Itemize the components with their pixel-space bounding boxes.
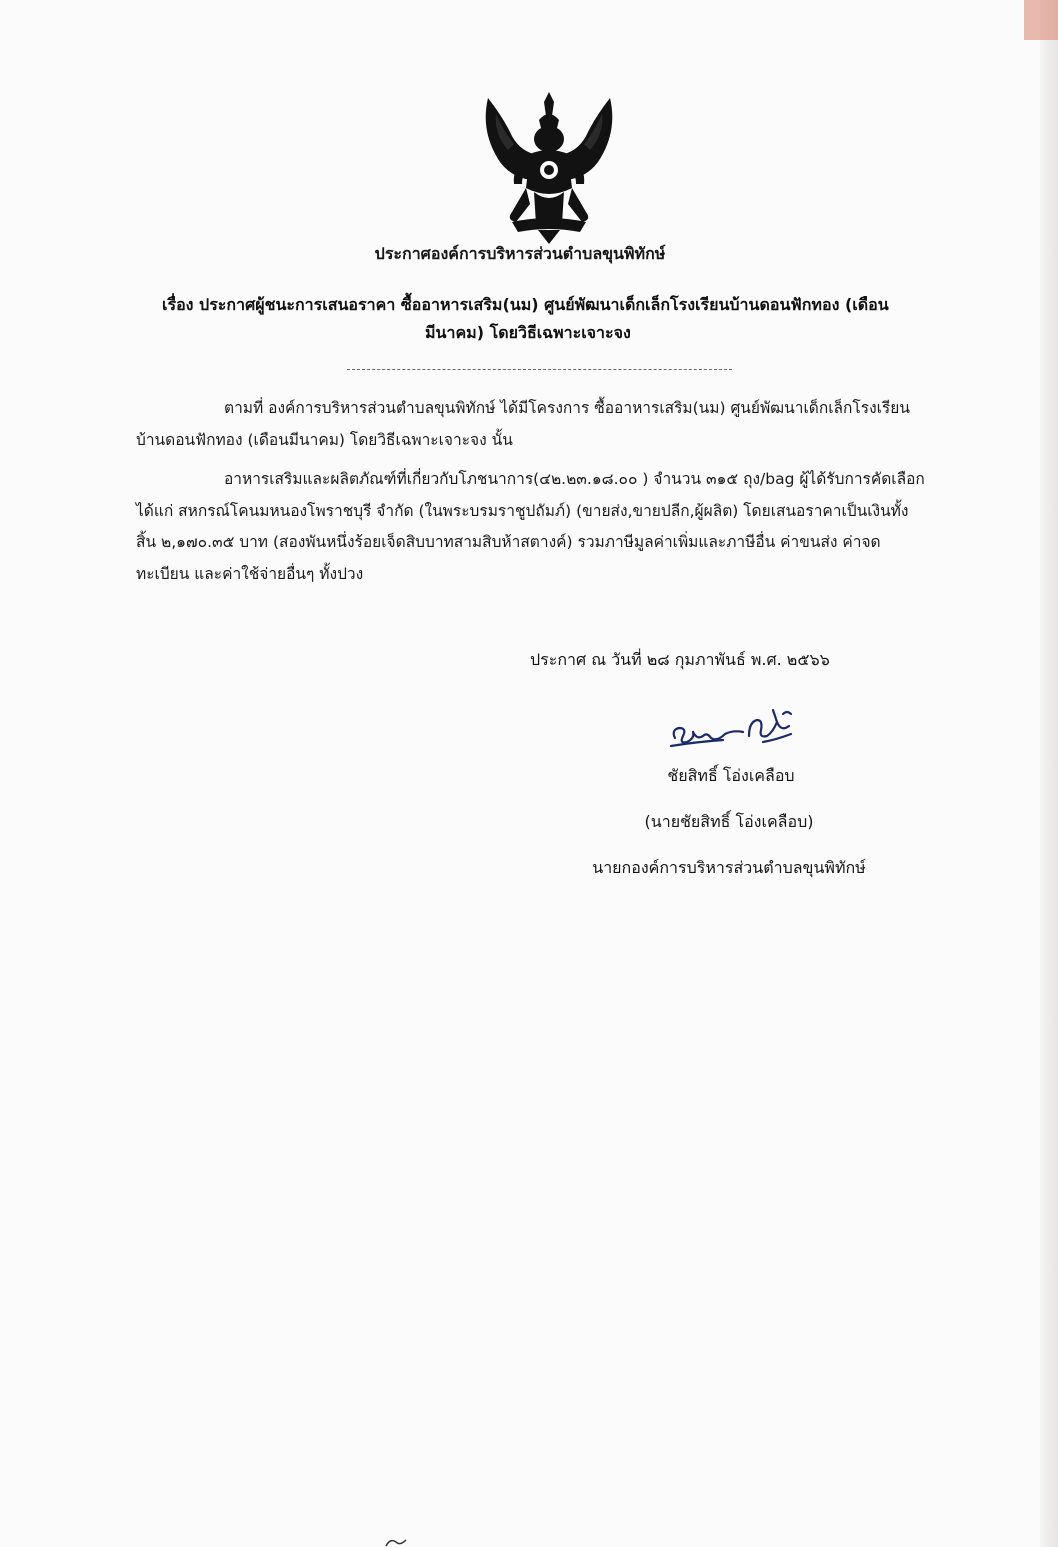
- separator-line: [347, 369, 732, 370]
- announcement-date: ประกาศ ณ วันที่ ๒๘ กุมภาพันธ์ พ.ศ. ๒๕๖๖: [530, 650, 830, 669]
- signer-name: ชัยสิทธิ์ โอ่งเคลือบ: [667, 766, 795, 785]
- body-paragraph-1: ตามที่ องค์การบริหารส่วนตำบลขุนพิทักษ์ ได้มีโครงการ ซื้ออาหารเสริม(นม) ศูนย์พัฒนาเด็กเล็กโรงเรียนบ้านดอนฟักทอง (เดือนมีนาคม) โดยวิธีเฉพาะเจาะจง นั้น: [136, 399, 910, 449]
- signer-full-name: (นายชัยสิทธิ์ โอ่งเคลือบ): [644, 812, 814, 831]
- body-paragraph-2: อาหารเสริมและผลิตภัณฑ์ที่เกี่ยวกับโภชนาการ(๔๒.๒๓.๑๘.๐๐ ) จำนวน ๓๑๕ ถุง/bag ผู้ได้รับการคัดเลือก ได้แก่ สหกรณ์โคนมหนองโพราชบุรี จำกัด (ในพระบรมราชูปถัมภ์) (ขายส่ง,ขายปลีก,ผู้ผลิต) โดยเสนอราคาเป็นเงินทั้งสิ้น ๒,๑๗๐.๓๕ บาท (สองพันหนึ่งร้อยเจ็ดสิบบาทสามสิบห้าสตางค์) รวมภาษีมูลค่าเพิ่มและภาษีอื่น ค่าขนส่ง ค่าจดทะเบียน และค่าใช้จ่ายอื่นๆ ทั้งปวง: [136, 470, 925, 583]
- garuda-emblem-icon: [482, 92, 616, 244]
- page-mark: [382, 1536, 412, 1547]
- handwritten-signature: [665, 702, 795, 760]
- background-corner: [1024, 0, 1058, 40]
- signer-position: นายกองค์การบริหารส่วนตำบลขุนพิทักษ์: [592, 858, 866, 877]
- document-title: ประกาศองค์การบริหารส่วนตำบลขุนพิทักษ์: [374, 244, 666, 263]
- document-subject: เรื่อง ประกาศผู้ชนะการเสนอราคา ซื้ออาหารเสริม(นม) ศูนย์พัฒนาเด็กเล็กโรงเรียนบ้านดอนฟักทอง (เดือน: [162, 295, 889, 314]
- document-subject-continued: มีนาคม) โดยวิธีเฉพาะเจาะจง: [425, 323, 631, 342]
- page-edge: [1040, 0, 1058, 1547]
